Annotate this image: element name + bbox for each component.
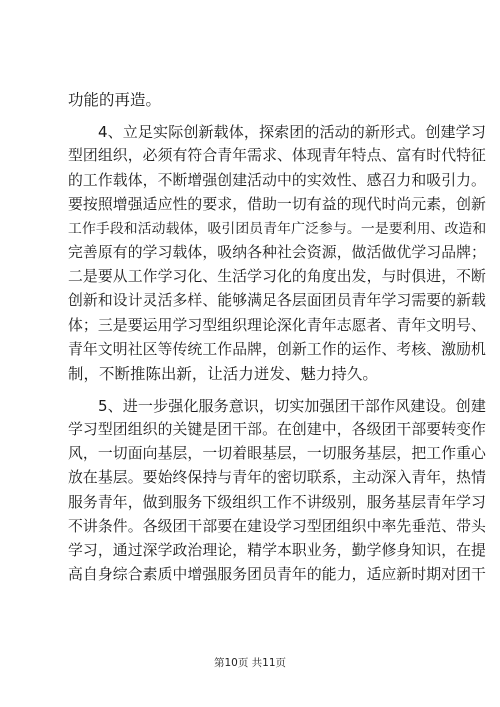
text-line: 二是要从工作学习化、生活学习化的角度出发，与时俱进，不断	[68, 268, 486, 285]
text-line: 学习，通过深学政治理论，精学本职业务，勤学修身知识，在提	[68, 542, 486, 559]
page-number-footer: 第10页 共11页	[213, 657, 287, 669]
text-line: 型团组织，必须有符合青年需求、体现青年特点、富有时代特征	[68, 147, 486, 164]
text-line: 服务青年，做到服务下级组织工作不讲级别，服务基层青年学习	[68, 494, 486, 511]
text-line: 的工作载体，不断增强创建活动中的实效性、感召力和吸引力。	[68, 172, 486, 189]
text-line: 青年文明社区等传统工作品牌，创新工作的运作、考核、激励机	[68, 341, 486, 358]
text-line: 体；三是要运用学习型组织理论深化青年志愿者、青年文明号、	[68, 317, 486, 334]
text-line: 要按照增强适应性的要求，借助一切有益的现代时尚元素，创新	[68, 196, 486, 213]
text-line: 高自身综合素质中增强服务团员青年的能力，适应新时期对团干	[68, 566, 486, 583]
text-line: 5、进一步强化服务意识，切实加强团干部作风建设。创建	[98, 397, 486, 415]
text-line: 风，一切面向基层，一切着眼基层，一切服务基层，把工作重心	[68, 445, 486, 462]
text-line: 工作手段和活动载体，吸引团员青年广泛参与。一是要利用、改造和	[68, 221, 487, 237]
text-line: 4、立足实际创新载体，探索团的活动的新形式。创建学习	[98, 123, 486, 141]
text-line: 不讲条件。各级团干部要在建设学习型团组织中率先垂范、带头	[68, 518, 486, 535]
text-line: 功能的再造。	[68, 91, 161, 109]
text-line: 完善原有的学习载体，吸纳各种社会资源，做活做优学习品牌；	[68, 244, 486, 261]
text-line: 学习型团组织的关键是团干部。在创建中，各级团干部要转变作	[68, 421, 486, 438]
text-line: 制，不断推陈出新，让活力迸发、魅力持久。	[68, 365, 378, 383]
text-line: 放在基层。要始终保持与青年的密切联系，主动深入青年，热情	[68, 469, 486, 486]
text-line: 创新和设计灵活多样、能够满足各层面团员青年学习需要的新载	[68, 292, 486, 309]
